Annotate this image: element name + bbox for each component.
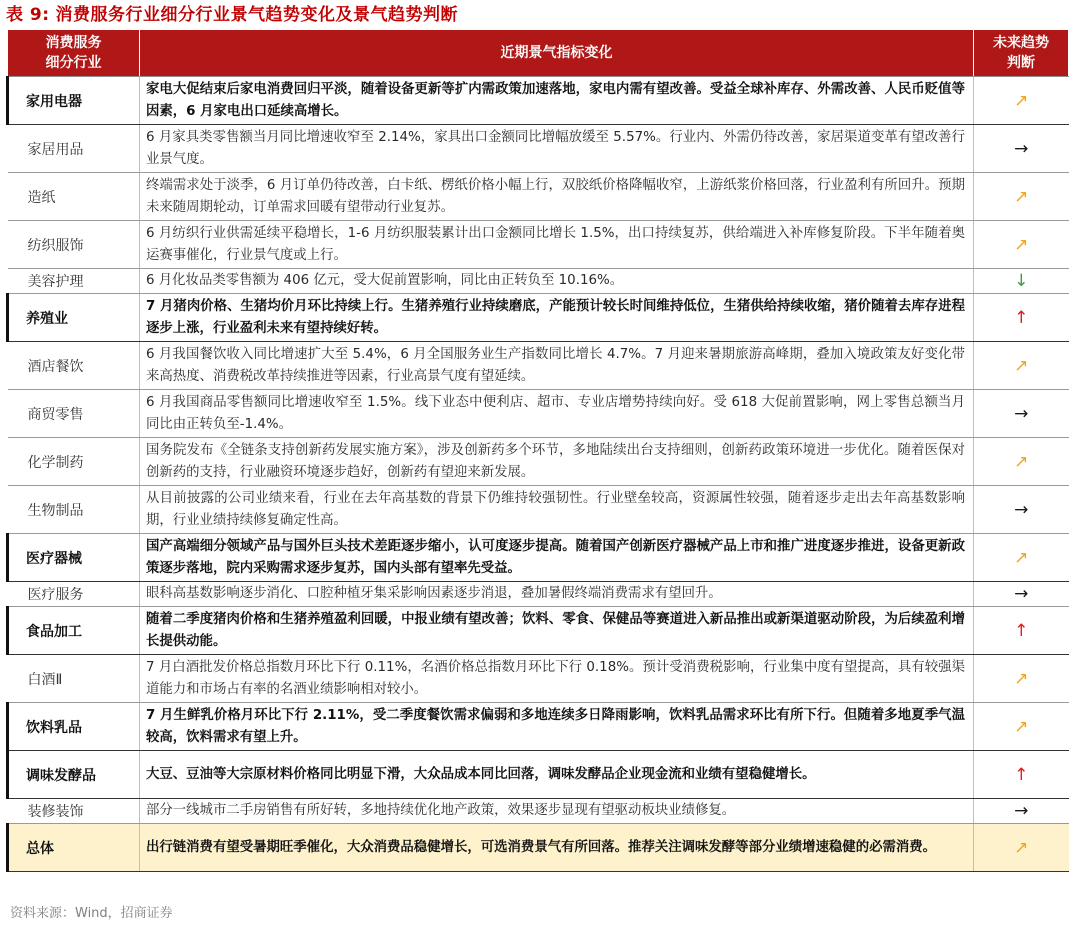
table-row <box>8 125 1069 173</box>
indicator-description: 随着二季度猪肉价格和生猪养殖盈利回暖，中报业绩有望改善；饮料、零食、保健品等赛道进入新品推出或新渠道驱动阶段，为后续盈利增长提供动能。 <box>140 607 974 655</box>
trend-cell <box>974 534 1069 582</box>
trend-cell <box>974 751 1069 799</box>
industry-name: 养殖业 <box>8 294 140 342</box>
trend-cell <box>974 703 1069 751</box>
industry-name: 食品加工 <box>8 607 140 655</box>
trend-cell <box>974 294 1069 342</box>
indicator-description: 国产高端细分领域产品与国外巨头技术差距逐步缩小，认可度逐步提高。随着国产创新医疗器械产品上市和推广进度逐步推进，设备更新政策逐步落地，院内采购需求逐步复苏，国内头部有望率先受益。 <box>140 534 974 582</box>
industry-name: 家用电器 <box>8 77 140 125</box>
indicator-description: 部分一线城市二手房销售有所好转，多地持续优化地产政策，效果逐步显现有望驱动板块业绩修复。 <box>140 799 974 824</box>
industry-name: 纺织服饰 <box>8 221 140 269</box>
table-row <box>8 269 1069 294</box>
right-arrow-icon: → <box>1014 584 1029 604</box>
up-arrow-icon: ↑ <box>1014 307 1029 328</box>
trend-cell <box>974 799 1069 824</box>
table-row <box>8 294 1069 342</box>
industry-name: 化学制药 <box>8 438 140 486</box>
trend-cell <box>974 824 1069 872</box>
up-right-arrow-icon: ↗ <box>1014 668 1029 689</box>
indicator-description: 家电大促结束后家电消费回归平淡，随着设备更新等扩内需政策加速落地，家电内需有望改善。受益全球补库存、外需改善、人民币贬值等因素，6 月家电出口延续高增长。 <box>140 77 974 125</box>
industry-name: 医疗器械 <box>8 534 140 582</box>
trend-cell <box>974 655 1069 703</box>
indicator-description: 6 月我国餐饮收入同比增速扩大至 5.4%，6 月全国服务业生产指数同比增长 4.7%。7 月迎来暑期旅游高峰期，叠加入境政策友好变化带来高热度、消费税改革持续推进等因素，行业高景气度有望延续。 <box>140 342 974 390</box>
trend-cell <box>974 221 1069 269</box>
industry-name: 饮料乳品 <box>8 703 140 751</box>
up-arrow-icon: ↑ <box>1014 764 1029 785</box>
industry-name: 医疗服务 <box>8 582 140 607</box>
source-note: 资料来源：Wind，招商证券 <box>10 906 173 921</box>
up-right-arrow-icon: ↗ <box>1014 355 1029 376</box>
header-industry: 消费服务 细分行业 <box>8 30 140 77</box>
table-row <box>8 221 1069 269</box>
indicator-description: 出行链消费有望受暑期旺季催化，大众消费品稳健增长，可选消费景气有所回落。推荐关注调味发酵等部分业绩增速稳健的必需消费。 <box>140 824 974 872</box>
indicator-description: 从目前披露的公司业绩来看，行业在去年高基数的背景下仍维持较强韧性。行业壁垒较高，资源属性较强，随着逐步走出去年高基数影响期，行业业绩持续修复确定性高。 <box>140 486 974 534</box>
industry-name: 总体 <box>8 824 140 872</box>
indicator-description: 终端需求处于淡季，6 月订单仍待改善，白卡纸、楞纸价格小幅上行，双胶纸价格降幅收窄，上游纸浆价格回落，行业盈利有所回升。预期未来随周期轮动，订单需求回暖有望带动行业复苏。 <box>140 173 974 221</box>
trend-cell <box>974 125 1069 173</box>
up-right-arrow-icon: ↗ <box>1014 547 1029 568</box>
down-arrow-icon: ↓ <box>1014 271 1029 291</box>
indicator-description: 6 月家具类零售额当月同比增速收窄至 2.14%，家具出口金额同比增幅放缓至 5.57%。行业内、外需仍待改善，家居渠道变革有望改善行业景气度。 <box>140 125 974 173</box>
indicator-description: 7 月生鲜乳价格月环比下行 2.11%，受二季度餐饮需求偏弱和多地连续多日降雨影响，饮料乳品需求环比有所下行。但随着多地夏季气温较高，饮料需求有望上升。 <box>140 703 974 751</box>
trend-cell <box>974 486 1069 534</box>
indicator-description: 6 月纺织行业供需延续平稳增长，1-6 月纺织服装累计出口金额同比增长 1.5%，出口持续复苏，供给端进入补库修复阶段。下半年随着奥运赛事催化，行业景气度或上行。 <box>140 221 974 269</box>
industry-name: 生物制品 <box>8 486 140 534</box>
table-row <box>8 438 1069 486</box>
up-arrow-icon: ↑ <box>1014 620 1029 641</box>
trend-cell <box>974 342 1069 390</box>
table-row <box>8 655 1069 703</box>
indicator-description: 国务院发布《全链条支持创新药发展实施方案》，涉及创新药多个环节，多地陆续出台支持细则，创新药政策环境进一步优化。随着医保对创新药的支持，行业融资环境逐步趋好，创新药有望迎来新发展。 <box>140 438 974 486</box>
table-row <box>8 534 1069 582</box>
indicator-description: 7 月猪肉价格、生猪均价月环比持续上行。生猪养殖行业持续磨底，产能预计较长时间维持低位，生猪供给持续收缩，猪价随着去库存进程逐步上涨，行业盈利未来有望持续好转。 <box>140 294 974 342</box>
table-title-text: 消费服务行业细分行业景气趋势变化及景气趋势判断 <box>55 5 459 25</box>
industry-trend-table <box>6 30 1069 872</box>
industry-name: 调味发酵品 <box>8 751 140 799</box>
table-header-row <box>8 30 1069 77</box>
up-right-arrow-icon: ↗ <box>1014 837 1029 858</box>
right-arrow-icon: → <box>1014 138 1029 159</box>
trend-cell <box>974 438 1069 486</box>
table-title <box>6 2 458 28</box>
right-arrow-icon: → <box>1014 499 1029 520</box>
table-row <box>8 390 1069 438</box>
industry-name: 商贸零售 <box>8 390 140 438</box>
table-row <box>8 799 1069 824</box>
header-trend-judgement: 未来趋势 判断 <box>974 30 1069 77</box>
indicator-description: 6 月化妆品类零售额为 406 亿元，受大促前置影响，同比由正转负至 10.16%。 <box>140 269 974 294</box>
header-indicator-change: 近期景气指标变化 <box>140 30 974 77</box>
right-arrow-icon: → <box>1014 801 1029 821</box>
trend-cell <box>974 77 1069 125</box>
industry-name: 造纸 <box>8 173 140 221</box>
table-row <box>8 173 1069 221</box>
trend-cell <box>974 582 1069 607</box>
up-right-arrow-icon: ↗ <box>1014 716 1029 737</box>
table-row <box>8 486 1069 534</box>
industry-name: 美容护理 <box>8 269 140 294</box>
industry-name: 装修装饰 <box>8 799 140 824</box>
indicator-description: 眼科高基数影响逐步消化、口腔种植牙集采影响因素逐步消退，叠加暑假终端消费需求有望回升。 <box>140 582 974 607</box>
total-row <box>8 824 1069 872</box>
table-body <box>8 77 1069 872</box>
table-row <box>8 703 1069 751</box>
up-right-arrow-icon: ↗ <box>1014 90 1029 111</box>
table-number: 表 9: <box>6 5 50 25</box>
table-row <box>8 607 1069 655</box>
indicator-description: 大豆、豆油等大宗原材料价格同比明显下滑，大众品成本同比回落，调味发酵品企业现金流和业绩有望稳健增长。 <box>140 751 974 799</box>
trend-cell <box>974 607 1069 655</box>
trend-cell <box>974 390 1069 438</box>
up-right-arrow-icon: ↗ <box>1014 451 1029 472</box>
table-row <box>8 751 1069 799</box>
industry-name: 家居用品 <box>8 125 140 173</box>
trend-cell <box>974 173 1069 221</box>
right-arrow-icon: → <box>1014 403 1029 424</box>
industry-name: 酒店餐饮 <box>8 342 140 390</box>
table-row <box>8 582 1069 607</box>
trend-cell <box>974 269 1069 294</box>
indicator-description: 7 月白酒批发价格总指数月环比下行 0.11%，名酒价格总指数月环比下行 0.18%。预计受消费税影响，行业集中度有望提高，具有较强渠道能力和市场占有率的名酒业绩影响相对较小。 <box>140 655 974 703</box>
industry-name: 白酒Ⅱ <box>8 655 140 703</box>
up-right-arrow-icon: ↗ <box>1014 234 1029 255</box>
indicator-description: 6 月我国商品零售额同比增速收窄至 1.5%。线下业态中便利店、超市、专业店增势持续向好。受 618 大促前置影响，网上零售总额当月同比由正转负至-1.4%。 <box>140 390 974 438</box>
table-row <box>8 342 1069 390</box>
up-right-arrow-icon: ↗ <box>1014 186 1029 207</box>
table-row <box>8 77 1069 125</box>
